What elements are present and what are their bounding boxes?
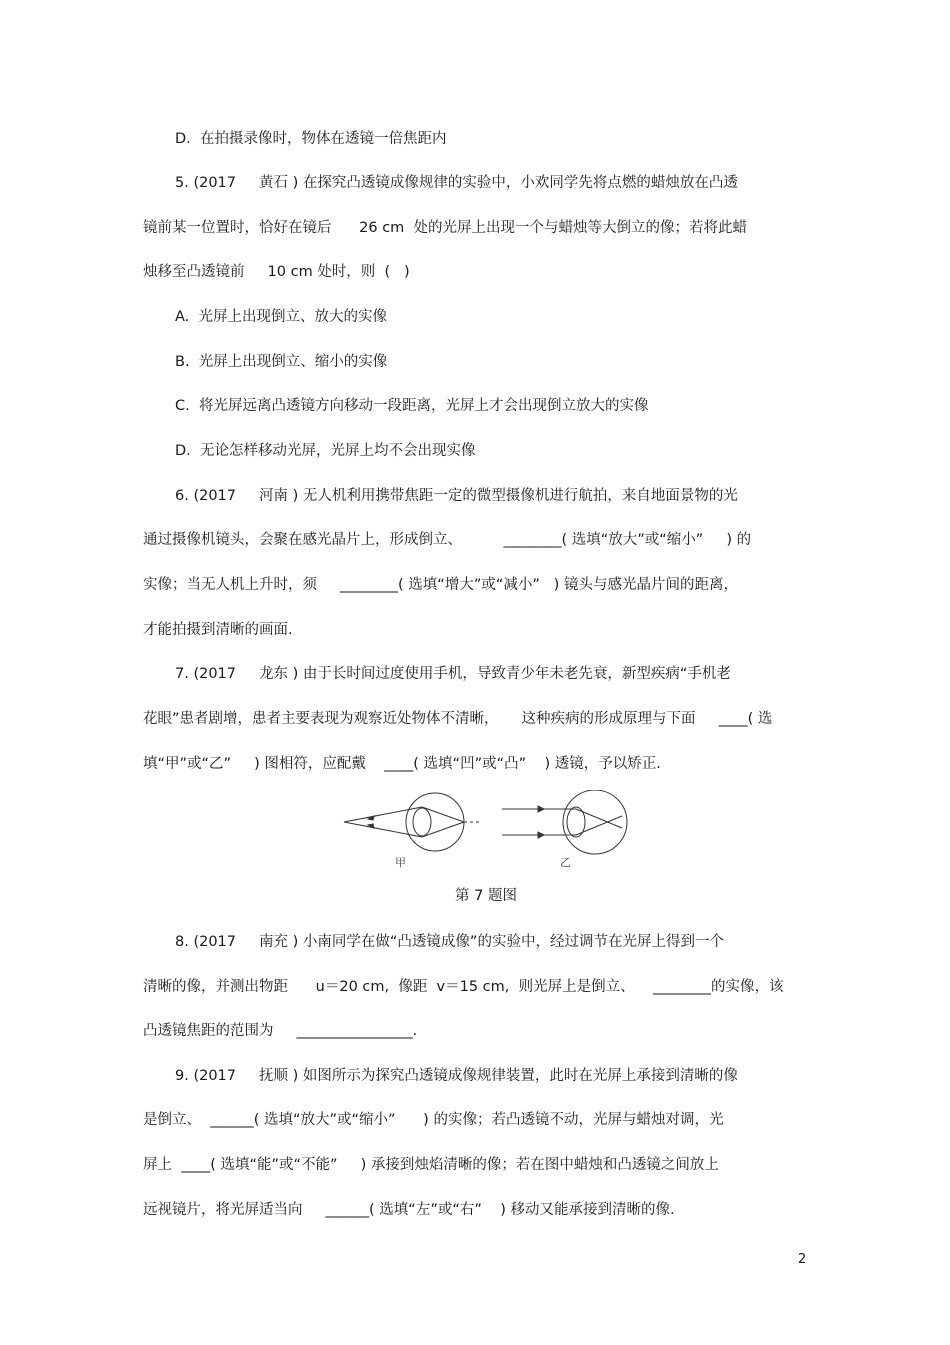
q6-line4: 才能拍摄到清晰的画面. xyxy=(143,622,293,638)
q9-line2: 是倒立、 ______( 选填“放大”或“缩小” ) 的实像；若凸透镜不动，光屏与蜡烛对调，光 xyxy=(143,1112,724,1128)
q7-line3: 填“甲”或“乙” ) 图相符，应配戴 ____( 选填“凹”或“凸” ) 透镜，予以矫正. xyxy=(143,756,661,772)
q5-stem-line2: 镜前某一位置时，恰好在镜后 26 cm 处的光屏上出现一个与蜡烛等大倒立的像；若将此蜡 xyxy=(143,220,748,236)
q5-stem-line1: 5. (2017 黄石 ) 在探究凸透镜成像规律的实验中，小欢同学先将点燃的蜡烛放在凸透 xyxy=(175,175,738,191)
q8-line1: 8. (2017 南充 ) 小南同学在做“凸透镜成像”的实验中，经过调节在光屏上得到一个 xyxy=(175,934,724,950)
q8-line2: 清晰的像，并测出物距 u＝20 cm, 像距 v＝15 cm, 则光屏上是倒立、 ________的实像，该 xyxy=(143,979,784,995)
q6-line3: 实像；当无人机上升时，须 ________( 选填“增大”或“减小” ) 镜头与感光晶片间的距离， xyxy=(143,577,738,593)
eye-yi xyxy=(502,790,627,854)
q6-line2: 通过摄像机镜头，会聚在感光晶片上，形成倒立、 ________( 选填“放大”或“缩小” ) 的 xyxy=(143,532,752,548)
q4-option-d: D. 在拍摄录像时，物体在透镜一倍焦距内 xyxy=(175,131,447,147)
q5-option-d: D. 无论怎样移动光屏，光屏上均不会出现实像 xyxy=(175,443,476,459)
q9-line4: 远视镜片，将光屏适当向 ______( 选填“左”或“右” ) 移动又能承接到清晰的像. xyxy=(143,1202,675,1218)
eye-jia xyxy=(344,793,480,851)
q9-line3: 屏上 ____( 选填“能”或“不能” ) 承接到烛焰清晰的像；若在图中蜡烛和凸透镜之间放上 xyxy=(143,1157,719,1173)
q5-option-c: C. 将光屏远离凸透镜方向移动一段距离，光屏上才会出现倒立放大的实像 xyxy=(175,398,649,414)
label-jia: 甲 xyxy=(395,856,406,869)
q7-eye-diagram xyxy=(330,790,640,875)
q5-option-a: A. 光屏上出现倒立、放大的实像 xyxy=(175,309,387,325)
q6-line1: 6. (2017 河南 ) 无人机利用携带焦距一定的微型摄像机进行航拍，来自地面景物的光 xyxy=(175,488,738,504)
q9-line1: 9. (2017 抚顺 ) 如图所示为探究凸透镜成像规律装置，此时在光屏上承接到清晰的像 xyxy=(175,1068,738,1084)
q7-line1: 7. (2017 龙东 ) 由于长时间过度使用手机，导致青少年未老先衰，新型疾病“手机老 xyxy=(175,666,731,682)
q5-option-b: B. 光屏上出现倒立、缩小的实像 xyxy=(175,354,388,370)
figure-caption: 第 7 题图 xyxy=(455,888,517,904)
q5-stem-line3: 烛移至凸透镜前 10 cm 处时，则 ( ) xyxy=(143,264,410,280)
label-yi: 乙 xyxy=(560,856,571,869)
q7-line2: 花眼”患者剧增，患者主要表现为观察近处物体不清晰， 这种疾病的形成原理与下面 ____( 选 xyxy=(143,711,773,727)
page-number: 2 xyxy=(798,1252,807,1267)
q8-line3: 凸透镜焦距的范围为 ________________. xyxy=(143,1023,418,1039)
